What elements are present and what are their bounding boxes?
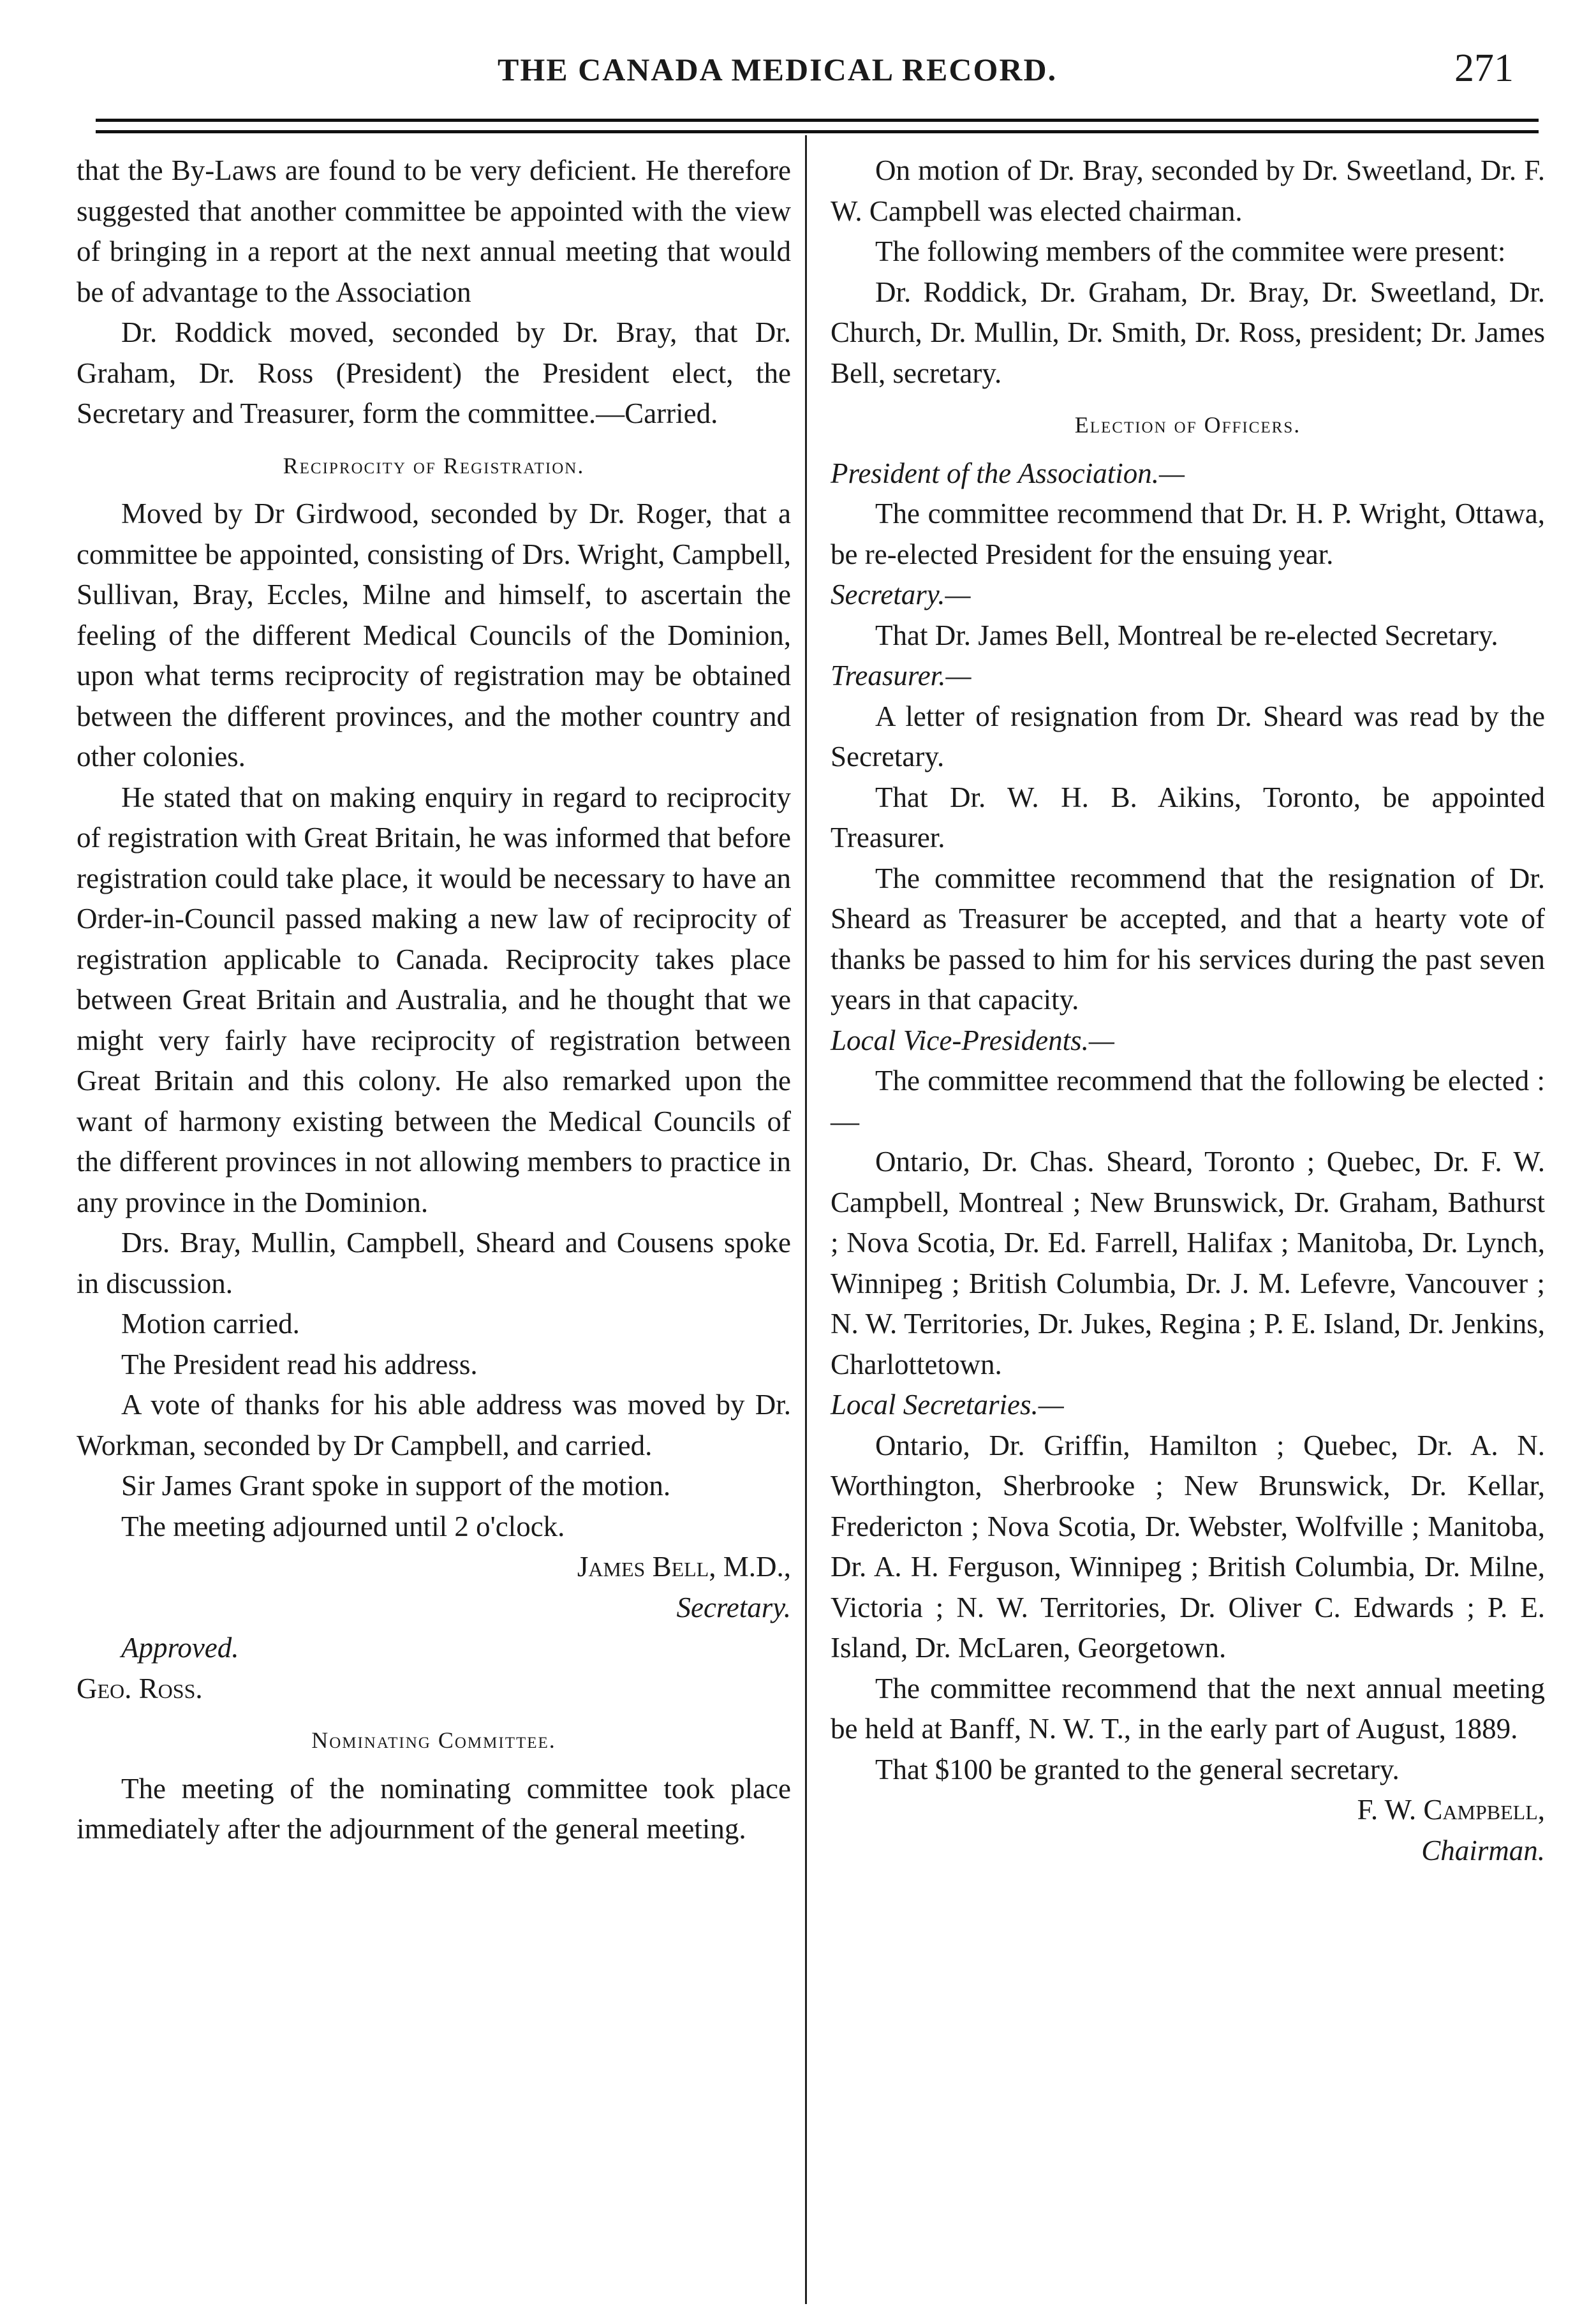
paragraph: Sir James Grant spoke in support of the motion.: [121, 1470, 671, 1502]
paragraph: Dr. Roddick, Dr. Graham, Dr. Bray, Dr. Sweetland, Dr. Church, Dr. Mullin, Dr. Smith, Dr. Ross, president; Dr. James Bell, secretary.: [831, 276, 1545, 389]
paragraph: Ontario, Dr. Griffin, Hamilton ; Quebec, Dr. A. N. Worthington, Sherbrooke ; New Brunswick, Dr. Kellar, Fredericton ; Nova Scotia, Dr. Webster, Wolfville ; Manitoba, Dr. A. H. Ferguson, Winnipeg ; British Columbia, Dr. Milne, Victoria ; N. W. Territories, Dr. Oliver C. Edwards ; P. E. Island, Dr. McLaren, Georgetown.: [831, 1429, 1545, 1664]
paragraph: That $100 be granted to the general secretary.: [875, 1753, 1400, 1785]
left-column: [77, 151, 791, 1850]
column-divider: [805, 135, 807, 2304]
paragraph: Ontario, Dr. Chas. Sheard, Toronto ; Quebec, Dr. F. W. Campbell, Montreal ; New Brunswick, Dr. Graham, Bathurst ; Nova Scotia, Dr. Ed. Farrell, Halifax ; Manitoba, Dr. Lynch, Winnipeg ; British Columbia, Dr. J. M. Lefevre, Vancouver ; N. W. Territories, Dr. Jukes, Regina ; P. E. Island, Dr. Jenkins, Charlottetown.: [831, 1146, 1545, 1380]
paragraph: Motion carried.: [121, 1308, 300, 1340]
paragraph: Dr. Roddick moved, seconded by Dr. Bray, that Dr. Graham, Dr. Ross (President) the President elect, the Secretary and Treasurer, form the committee.—Carried.: [77, 316, 791, 429]
signature-name: F. W. Campbell,: [1357, 1794, 1545, 1826]
subheading: Local Secretaries.—: [831, 1389, 1064, 1421]
paragraph: That Dr. James Bell, Montreal be re-elected Secretary.: [875, 619, 1498, 651]
subheading: Secretary.—: [831, 579, 971, 610]
paragraph: The following members of the commitee were present:: [875, 235, 1506, 267]
paragraph: A letter of resignation from Dr. Sheard was read by the Secretary.: [831, 700, 1545, 772]
page-number: 271: [1454, 47, 1514, 90]
paragraph: that the By-Laws are found to be very deficient. He therefore suggested that another committee be appointed with the view of bringing in a report at the next annual meeting that would be of advantage to the Association: [77, 154, 791, 308]
running-header: [0, 47, 1596, 102]
paragraph: The committee recommend that the following be elected :—: [831, 1065, 1545, 1137]
subheading: Treasurer.—: [831, 660, 972, 691]
paragraph: The committee recommend that Dr. H. P. Wright, Ottawa, be re-elected President for the ensuing year.: [831, 498, 1545, 570]
header-rule: [96, 119, 1539, 122]
paragraph: The meeting adjourned until 2 o'clock.: [121, 1510, 565, 1542]
right-column: [831, 151, 1545, 1871]
section-heading: Nominating Committee.: [311, 1727, 556, 1753]
section-heading: Reciprocity of Registration.: [283, 452, 585, 478]
paragraph: Moved by Dr Girdwood, seconded by Dr. Roger, that a committee be appointed, consisting of Drs. Wright, Campbell, Sullivan, Bray, Eccles, Milne and himself, to ascertain the feeling of the different Medical Councils of the Dominion, upon what terms reciprocity of registration may be obtained between the different provinces, and the mother country and other colonies.: [77, 498, 791, 772]
section-heading: Election of Officers.: [1074, 412, 1301, 438]
paragraph: A vote of thanks for his able address was moved by Dr. Workman, seconded by Dr Campbell, and carried.: [77, 1389, 791, 1461]
paragraph: That Dr. W. H. B. Aikins, Toronto, be appointed Treasurer.: [831, 781, 1545, 853]
paragraph: The meeting of the nominating committee took place immediately after the adjournment of the general meeting.: [77, 1772, 791, 1845]
paragraph: On motion of Dr. Bray, seconded by Dr. Sweetland, Dr. F. W. Campbell was elected chairman.: [831, 154, 1545, 227]
approval-name: Geo. Ross.: [77, 1672, 203, 1704]
signature-name: James Bell, M.D.,: [577, 1551, 791, 1583]
paragraph: Drs. Bray, Mullin, Campbell, Sheard and Cousens spoke in discussion.: [77, 1227, 791, 1299]
paragraph: He stated that on making enquiry in regard to reciprocity of registration with Great Britain, he was informed that before registration could take place, it would be necessary to have an Order-in-Council passed making a new law of reciprocity of registration applicable to Canada. Reciprocity takes place between Great Britain and Australia, and he thought that we might very fairly have reciprocity of registration between Great Britain and this colony. He also remarked upon the want of harmony existing between the Medical Councils of the different provinces in not allowing members to practice in any province in the Dominion.: [77, 781, 791, 1218]
paragraph: The committee recommend that the next annual meeting be held at Banff, N. W. T., in the early part of August, 1889.: [831, 1672, 1545, 1745]
subheading: President of the Association.—: [831, 457, 1185, 489]
header-rule: [96, 130, 1539, 133]
subheading: Local Vice-Presidents.—: [831, 1024, 1114, 1056]
signature-role: Secretary.: [676, 1591, 791, 1623]
signature-role: Chairman.: [1421, 1834, 1545, 1866]
paragraph: The committee recommend that the resignation of Dr. Sheard as Treasurer be accepted, and that a hearty vote of thanks be passed to him for his services during the past seven years in that capacity.: [831, 862, 1545, 1016]
paragraph: The President read his address.: [121, 1348, 478, 1380]
journal-title: THE CANADA MEDICAL RECORD.: [498, 52, 1058, 87]
approval-label: Approved.: [121, 1632, 239, 1664]
